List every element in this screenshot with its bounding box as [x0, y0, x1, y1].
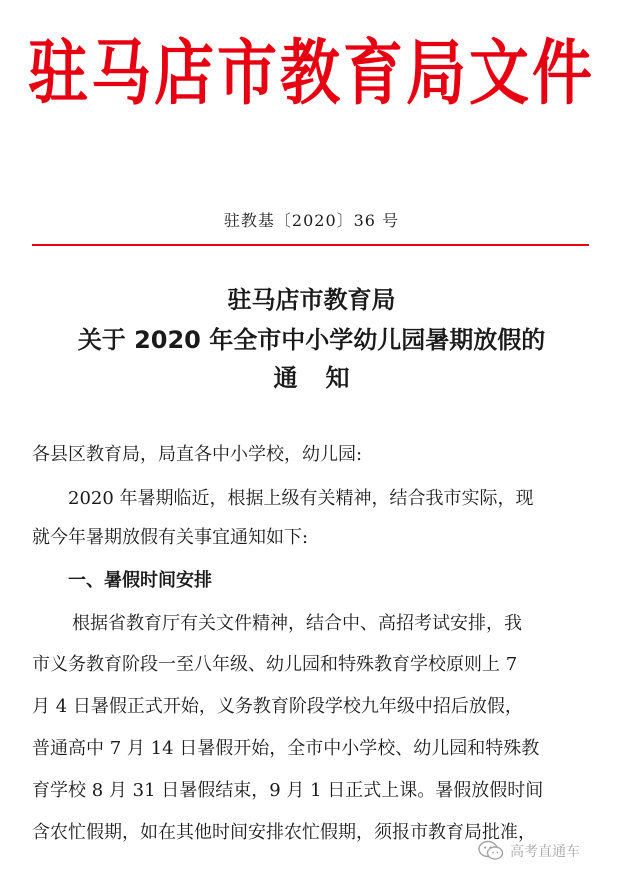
paragraph-line-6: 含农忙假期，如在其他时间安排农忙假期，须报市教育局批准，	[32, 822, 536, 843]
watermark	[478, 836, 580, 866]
paragraph-line-5: 育学校 8 月 31 日暑假结束，9 月 1 日正式上课。暑假放假时间	[32, 780, 544, 801]
paragraph-line-3: 月 4 日暑假正式开始，义务教育阶段学校九年级中招后放假，	[32, 696, 523, 717]
intro-line-1: 2020 年暑期临近，根据上级有关精神，结合我市实际，现	[68, 488, 534, 509]
document-number: 驻教基〔2020〕36 号	[223, 211, 400, 230]
paragraph-line-4: 普通高中 7 月 14 日暑假开始，全市中小学校、幼儿园和特殊教	[32, 738, 540, 759]
notice-title-line-1: 驻马店市教育局	[227, 286, 396, 314]
wechat-icon	[478, 840, 504, 862]
paragraph-line-2: 市义务教育阶段一至八年级、幼儿园和特殊教育学校原则上 7	[32, 654, 518, 675]
intro-line-2: 就今年暑期放假有关事宜通知如下:	[32, 527, 309, 548]
masthead-title: 驻马店市教育局文件	[28, 32, 595, 116]
red-divider-rule	[32, 244, 589, 246]
notice-title-line-3: 通知	[273, 364, 378, 392]
watermark-text: 高考直通车	[510, 844, 580, 860]
salutation: 各县区教育局，局直各中小学校，幼儿园:	[32, 444, 363, 465]
paragraph-line-1: 根据省教育厅有关文件精神，结合中、高招考试安排，我	[72, 613, 522, 634]
notice-title-line-2: 关于 2020 年全市中小学幼儿园暑期放假的	[77, 326, 546, 354]
section-heading-1: 一、暑假时间安排	[68, 570, 212, 591]
